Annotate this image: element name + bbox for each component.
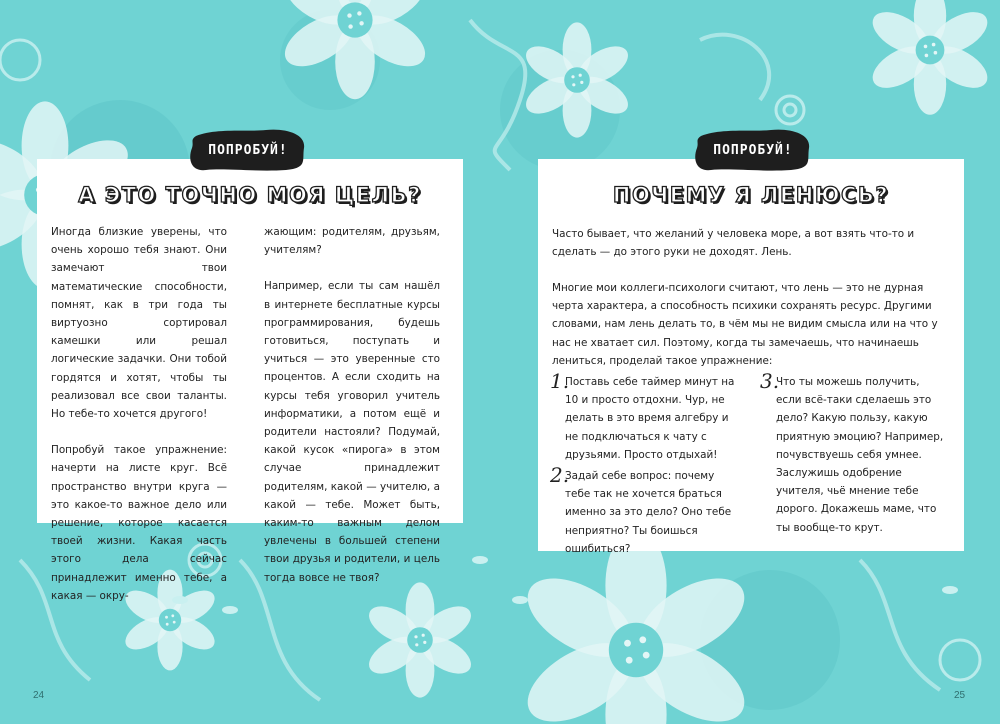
right-para1: Часто бывает, что желаний у человека море, а вот взять что-то и сделать — до этого руки не доходят. Лень. [552,228,915,259]
step-3-text: Что ты можешь получить, если всё-таки сделаешь это дело? Какую пользу, какую приятную эмоцию? Например, почувствуешь себя умнее. Заслужишь одобрение учителя, чьё мнение тебе дорого. Докажешь маме, что ты вообще-то крут. [776,376,944,534]
right-badge-label: ПОПРОБУЙ! [713,142,793,158]
left-card [37,159,463,602]
step-3-number: 3. [760,369,780,393]
left-column-2 [264,223,440,605]
step-2-text: Задай себе вопрос: почему тебе так не хочется браться именно за это дело? Оно тебе неприятно? Ты боишься ошибиться? [565,470,732,555]
left-col2-para1: жающим: родителям, друзьям, учителям? [264,226,440,257]
left-badge [186,126,310,174]
right-para2: Многие мои коллеги-психологи считают, что лень — это не дурная черта характера, а способность психики сохранять ресурс. Другими словами, нам лень делать то, в чём мы не видим смысла или на что у нас не хватает сил. Поэтому, когда ты замечаешь, что начинаешь лениться, проделай такое упражнение: [552,282,938,367]
right-heading: ПОЧЕМУ Я ЛЕНЮСЬ? [612,183,890,207]
left-col1-para1: Иногда близкие уверены, что очень хорошо тебя знают. Они замечают твои математические способности, помнят, как в три года ты виртуозно сортировал камешки или решал логические задачки. Они тобой гордятся и хотят, чтобы ты реализовал все свои таланты. Но тебе-то хочется другого! [51,226,227,421]
right-card [538,159,964,555]
page-number-right: 25 [954,690,966,701]
step-1-text: Поставь себе таймер минут на 10 и просто отдохни. Чур, не делать в это время алгебру и не подключаться к чату с друзьями. Просто отдыхай! [565,376,735,461]
left-column-1 [51,223,227,623]
right-badge [691,126,815,174]
left-heading: А ЭТО ТОЧНО МОЯ ЦЕЛЬ? [78,183,422,207]
page-number-left: 24 [33,690,45,701]
left-col1-para2: Попробуй такое упражнение: начерти на листе круг. Всё пространство внутри круга — это какое-то важное дело или решение, которое касается твоей жизни. Какая часть этого дела сейчас принадлежит именно тебе, а какая — окру- [51,444,227,602]
left-col2-para2: Например, если ты сам нашёл в интернете бесплатные курсы программирования, будешь готовиться, поступать и учиться — это уверенные сто процентов. А если сходить на курсы тебя уговорил учитель информатики, а потом ещё и родители настояли? Подумай, какой кусок «пирога» в этом случае принадлежит родителям, какой — учителю, а какой — тебе. Может быть, каким-то важным делом увлечены в большей степени твои друзья и родители, и цель тогда вовсе не твоя? [264,280,440,584]
step-2-number: 2. [550,463,570,487]
left-badge-label: ПОПРОБУЙ! [208,142,288,158]
step-1-number: 1. [550,369,570,393]
